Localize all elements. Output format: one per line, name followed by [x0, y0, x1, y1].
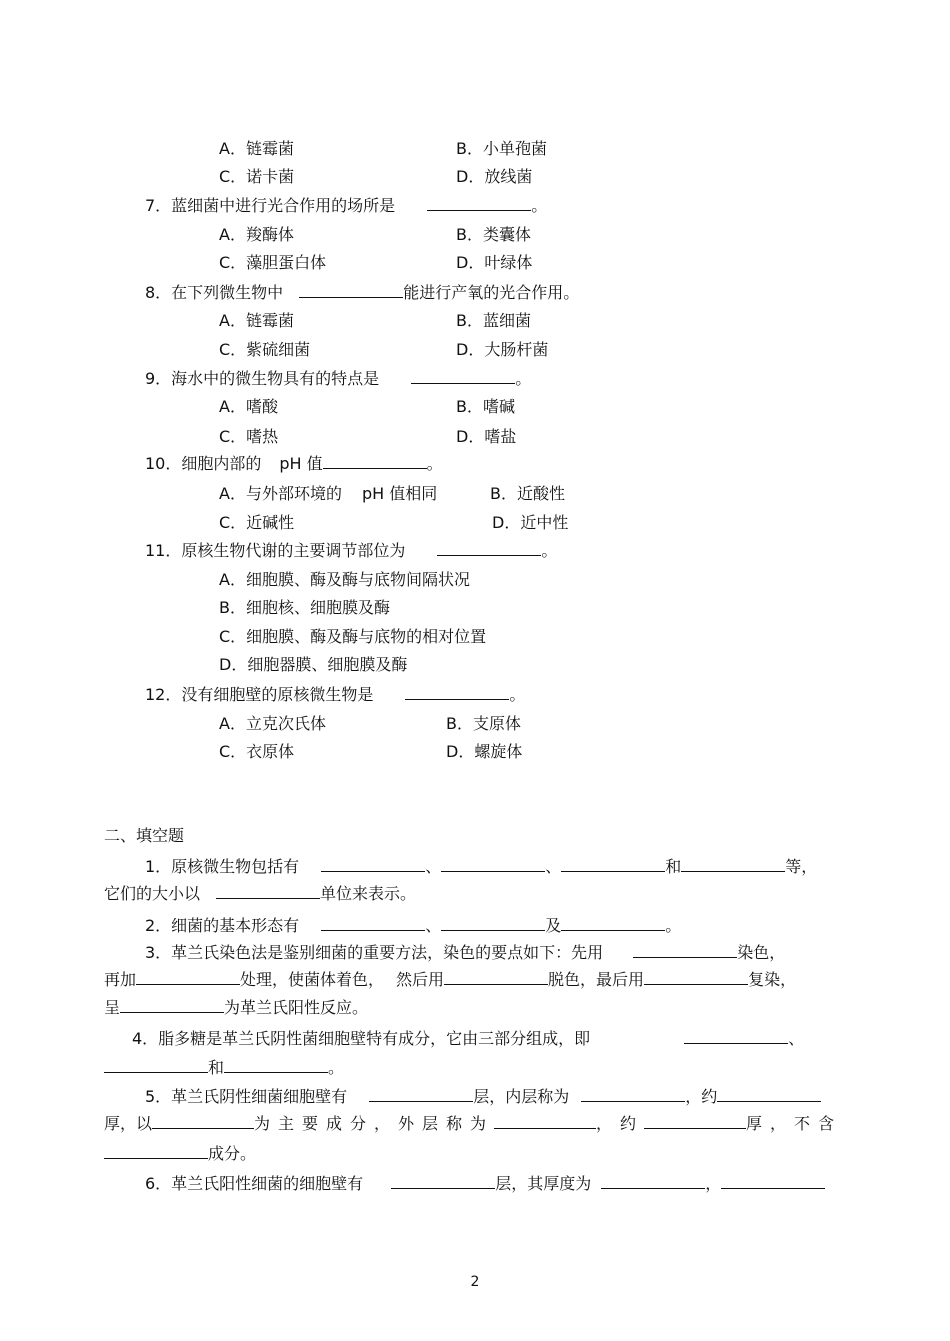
fill4-blank-3 — [224, 1057, 328, 1073]
fill3-text: 3．革兰氏染色法是鉴别细菌的重要方法，染色的要点如下：先用 — [145, 943, 604, 962]
q11-option-b: B．细胞核、细胞膜及酶 — [219, 598, 390, 617]
q10-option-d: D．近中性 — [492, 513, 569, 532]
fill5-line2-b: 以 — [136, 1114, 153, 1133]
q9-answer-blank — [411, 368, 515, 384]
fill1-text: 1．原核微生物包括有 — [145, 857, 300, 876]
fill5-line1-b: 层，内层称为 — [473, 1087, 570, 1106]
fill6-blank-2 — [601, 1173, 705, 1189]
q8-stem — [145, 282, 579, 304]
fill4-tail: 。 — [328, 1058, 345, 1077]
q12-answer-blank — [405, 684, 509, 700]
fill1-blank-1 — [321, 856, 425, 872]
q10-stem — [145, 453, 443, 475]
fill1-blank-4 — [681, 856, 785, 872]
fill1-blank-3 — [561, 856, 665, 872]
q11-stem-text: 11．原核生物代谢的主要调节部位为 — [145, 541, 406, 560]
fill4-line2 — [104, 1057, 344, 1079]
q8-stem-text: 8．在下列微生物中 — [145, 283, 284, 302]
fill3-line3-a: 呈 — [104, 998, 121, 1017]
q9-option-b: B．嗜碱 — [456, 397, 515, 416]
fill6-b: 层，其厚度为 — [495, 1174, 592, 1193]
q11-stem-tail: 。 — [541, 541, 558, 560]
fill5-line2-c: 为主要成分， — [254, 1114, 399, 1133]
q10-stem-tail: 。 — [426, 454, 443, 473]
q10-answer-blank — [323, 453, 427, 469]
fill5-blank-1 — [369, 1086, 473, 1102]
fill3-blank-4 — [644, 969, 748, 985]
fill5-line2-a: 厚， — [104, 1114, 137, 1133]
fill6-blank-3 — [721, 1173, 825, 1189]
fill4-line1 — [132, 1028, 804, 1050]
fill5-blank-3 — [717, 1086, 821, 1102]
fill5-text: 5．革兰氏阴性细菌细胞壁有 — [145, 1087, 348, 1106]
q7-option-c: C．藻胆蛋白体 — [219, 253, 327, 272]
fill2-line — [145, 915, 681, 937]
q7-option-b: B．类囊体 — [456, 225, 531, 244]
q6-option-b: B．小单孢菌 — [456, 139, 547, 158]
q11-option-a: A．细胞膜、酶及酶与底物间隔状况 — [219, 570, 470, 589]
fill4-text: 4．脂多糖是革兰氏阴性菌细胞壁特有成分，它由三部分组成，即 — [132, 1029, 591, 1048]
fill5-blank-5 — [494, 1113, 596, 1129]
q12-option-a: A．立克次氏体 — [219, 714, 326, 733]
fill1-line2-text: 它们的大小以 — [104, 884, 201, 903]
fill3-line2-b: 处理，使菌体着色， — [240, 970, 385, 989]
fill4-blank-1 — [684, 1028, 788, 1044]
fill5-line2-g: 不含 — [794, 1114, 843, 1133]
q11-stem — [145, 540, 557, 562]
fill5-line2-e: ，约 — [596, 1114, 645, 1133]
fill5-blank-4 — [152, 1113, 254, 1129]
fill4-blank-2 — [104, 1057, 208, 1073]
q9-stem-tail: 。 — [515, 369, 532, 388]
fill3-blank-2 — [136, 969, 240, 985]
fill3-line2 — [104, 969, 796, 991]
fill3-line2-d: 脱色，最后用 — [548, 970, 645, 989]
fill3-line3 — [104, 997, 368, 1019]
fill1-and: 和 — [665, 857, 682, 876]
q12-option-b: B．支原体 — [446, 714, 521, 733]
fill2-blank-3 — [561, 915, 665, 931]
fill3-line3-b: 为革兰氏阳性反应。 — [224, 998, 369, 1017]
q8-answer-blank — [299, 282, 403, 298]
q10-option-a-part2: pH 值相同 — [361, 484, 438, 503]
q8-stem-tail: 能进行产氧的光合作用。 — [403, 283, 580, 302]
fill2-and: 及 — [545, 916, 562, 935]
q10-stem-ph: pH 值 — [279, 454, 323, 473]
fill4-line1-tail: 、 — [788, 1029, 805, 1048]
fill3-blank-3 — [444, 969, 548, 985]
q9-stem — [145, 368, 531, 390]
q7-stem-tail: 。 — [531, 196, 548, 215]
q7-stem-text: 7．蓝细菌中进行光合作用的场所是 — [145, 196, 396, 215]
fill2-blank-2 — [441, 915, 545, 931]
q12-option-c: C．衣原体 — [219, 742, 295, 761]
q7-option-d: D．叶绿体 — [456, 253, 533, 272]
fill6-c: ， — [705, 1174, 722, 1193]
q10-option-b: B．近酸性 — [490, 484, 565, 503]
fill5-blank-2 — [581, 1086, 685, 1102]
fill1-line1 — [145, 856, 817, 878]
q6-option-c: C．诺卡菌 — [219, 167, 295, 186]
fill6-line1 — [145, 1173, 825, 1195]
q9-option-c: C．嗜热 — [219, 427, 279, 446]
fill1-blank-5 — [216, 883, 320, 899]
q7-option-a: A．羧酶体 — [219, 225, 294, 244]
fill3-blank-5 — [120, 997, 224, 1013]
fill5-blank-7 — [104, 1143, 208, 1159]
fill3-blank-1 — [633, 942, 737, 958]
fill5-line1-c: ，约 — [685, 1087, 718, 1106]
fill5-line2-f: 厚， — [745, 1114, 794, 1133]
q9-stem-text: 9．海水中的微生物具有的特点是 — [145, 369, 380, 388]
q12-stem-text: 12．没有细胞壁的原核微生物是 — [145, 685, 374, 704]
fill1-line2-tail: 单位来表示。 — [320, 884, 417, 903]
q10-option-a-part1: A．与外部环境的 — [219, 484, 342, 503]
q10-stem-text: 10．细胞内部的 — [145, 454, 262, 473]
fill6-blank-1 — [391, 1173, 495, 1189]
fill1-sep-2: 、 — [545, 857, 562, 876]
fill3-line2-a: 再加 — [104, 970, 137, 989]
q6-option-d: D．放线菌 — [456, 167, 533, 186]
fill5-blank-6 — [644, 1113, 746, 1129]
q11-option-d: D．细胞器膜、细胞膜及酶 — [219, 655, 408, 674]
fill2-sep: 、 — [425, 916, 442, 935]
fill1-blank-2 — [441, 856, 545, 872]
fill3-line2-e: 复染， — [748, 970, 797, 989]
q8-option-c: C．紫硫细菌 — [219, 340, 311, 359]
fill5-line3-a: 成分。 — [208, 1144, 257, 1163]
q12-stem — [145, 684, 525, 706]
fill2-text: 2．细菌的基本形态有 — [145, 916, 300, 935]
q7-stem — [145, 195, 547, 217]
q9-option-a: A．嗜酸 — [219, 397, 278, 416]
fill1-sep-1: 、 — [425, 857, 442, 876]
q8-option-a: A．链霉菌 — [219, 311, 294, 330]
q8-option-b: B．蓝细菌 — [456, 311, 531, 330]
fill5-line2-d: 外层称为 — [398, 1114, 495, 1133]
q11-option-c: C．细胞膜、酶及酶与底物的相对位置 — [219, 627, 487, 646]
q7-answer-blank — [427, 195, 531, 211]
fill3-line2-c: 然后用 — [396, 970, 445, 989]
fill3-line1 — [145, 942, 785, 964]
q6-option-a: A．链霉菌 — [219, 139, 294, 158]
fill1-etc: 等， — [785, 857, 818, 876]
q10-option-a — [219, 483, 437, 505]
q10-option-c: C．近碱性 — [219, 513, 295, 532]
fill2-tail: 。 — [665, 916, 682, 935]
fill4-and: 和 — [208, 1058, 225, 1077]
q8-option-d: D．大肠杆菌 — [456, 340, 549, 359]
fill6-text: 6．革兰氏阳性细菌的细胞壁有 — [145, 1174, 364, 1193]
fill5-line2 — [104, 1113, 842, 1135]
q9-option-d: D．嗜盐 — [456, 427, 517, 446]
fill5-line1 — [145, 1086, 821, 1108]
section2-title: 二、填空题 — [104, 826, 185, 845]
page-number: 2 — [470, 1274, 480, 1290]
fill5-line3 — [104, 1143, 256, 1165]
fill3-line1-tail: 染色， — [737, 943, 786, 962]
fill1-line2 — [104, 883, 416, 905]
q12-stem-tail: 。 — [509, 685, 526, 704]
q12-option-d: D．螺旋体 — [446, 742, 523, 761]
fill2-blank-1 — [321, 915, 425, 931]
q11-answer-blank — [437, 540, 541, 556]
